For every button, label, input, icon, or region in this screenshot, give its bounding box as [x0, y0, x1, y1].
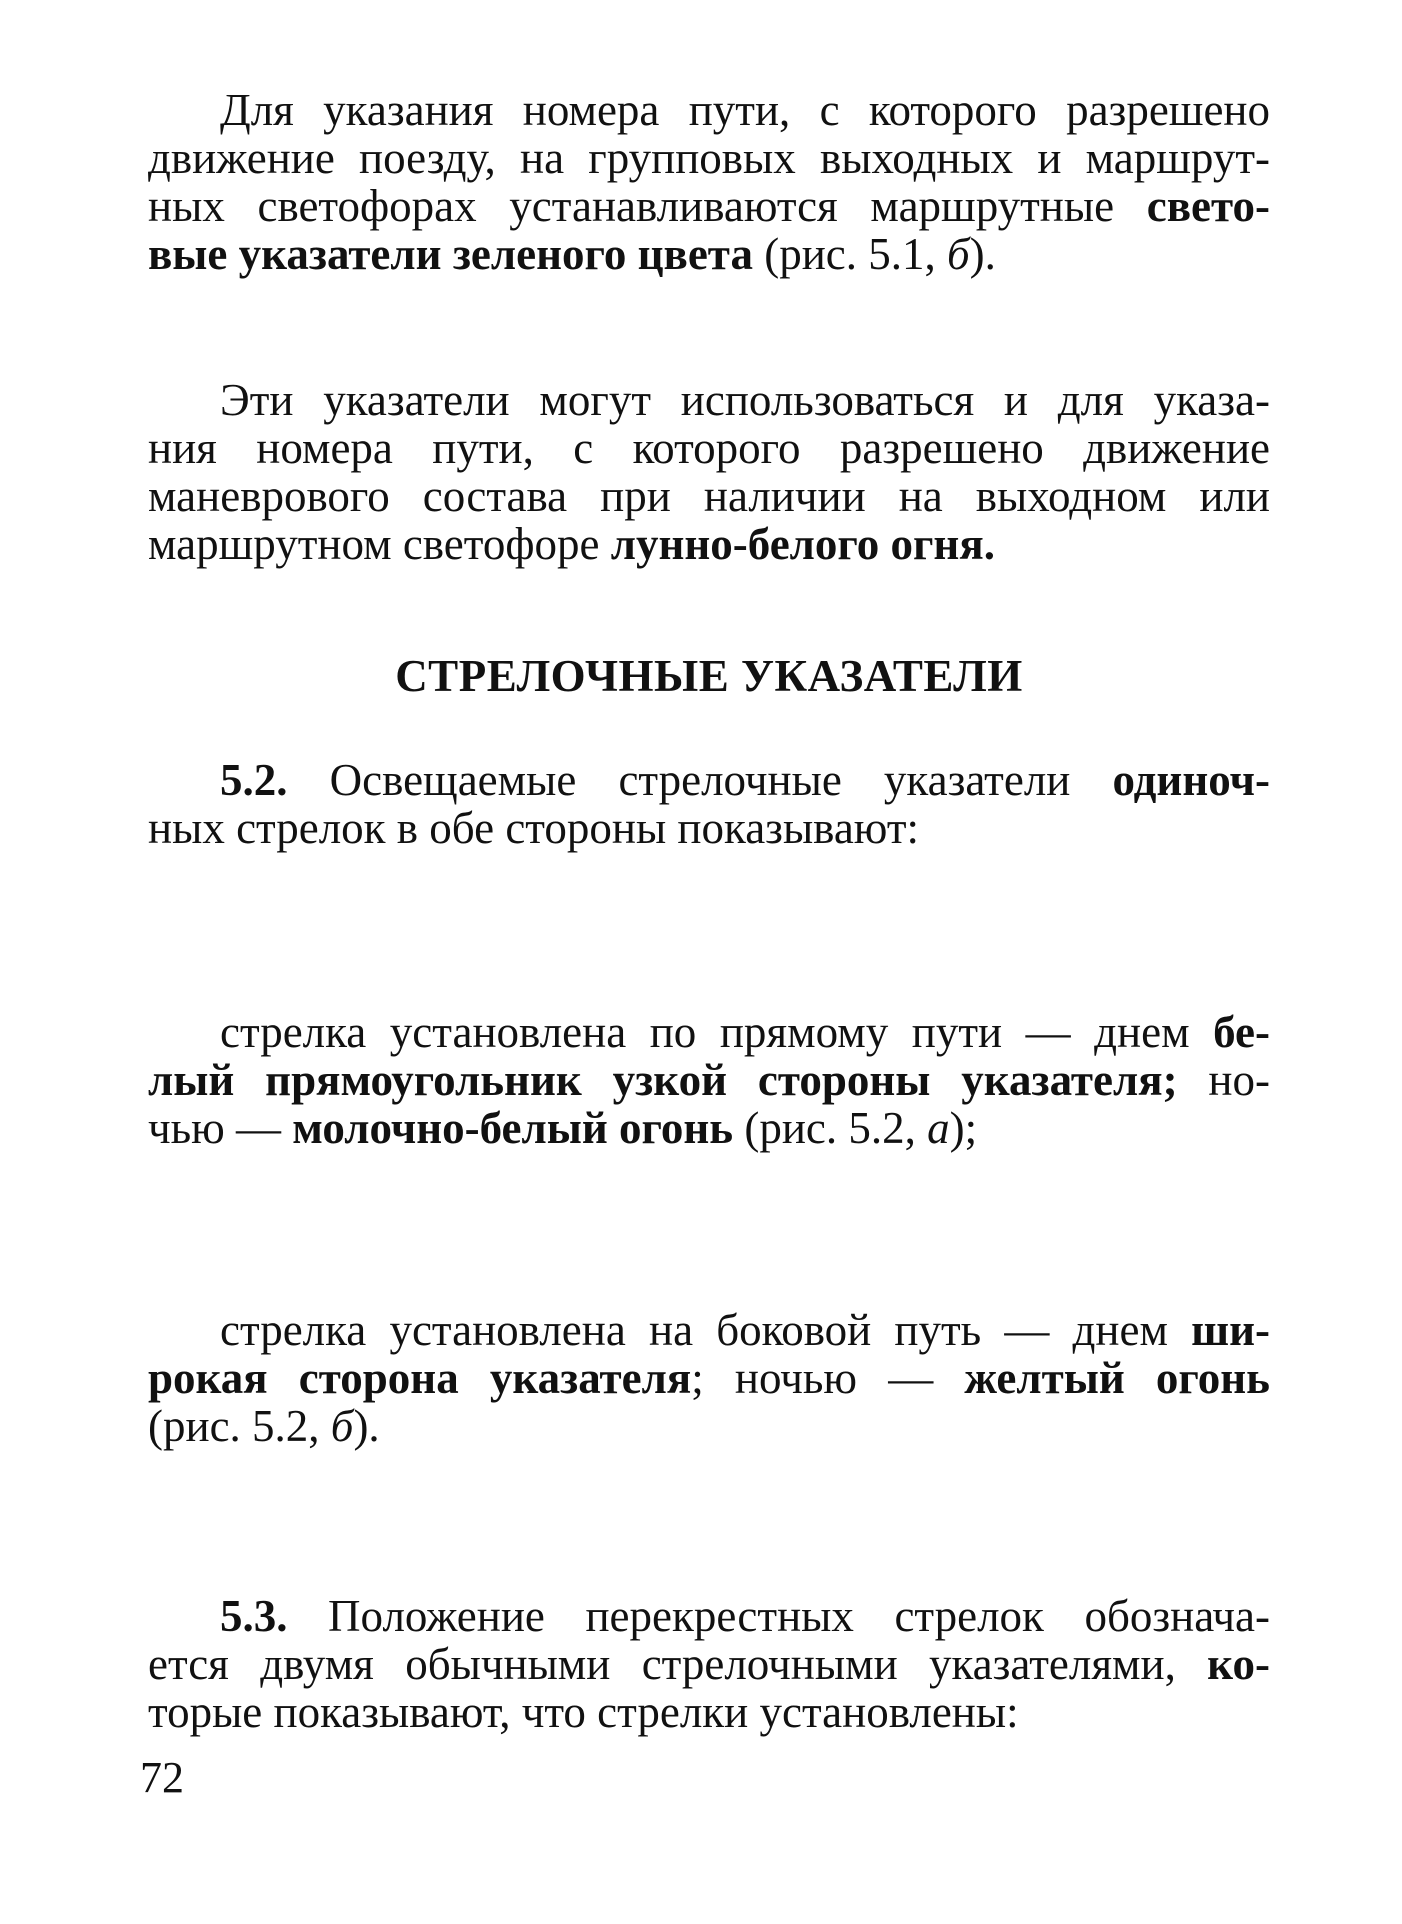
paragraph-route-indicators — [148, 86, 1270, 278]
text-line — [148, 804, 1270, 852]
text-run: стрелка установлена по прямому пути — днем — [220, 1007, 1214, 1057]
text-run: чью — — [148, 1103, 293, 1153]
paragraph-5-2 — [148, 756, 1270, 852]
bold-term: ко- — [1207, 1639, 1270, 1689]
text-run: маршрутном светофоре — [148, 519, 611, 569]
text-run: ных светофорах устанавливаются маршрутные — [148, 181, 1147, 231]
text-run: Освещаемые стрелочные указатели — [287, 755, 1113, 805]
text-run: ). — [969, 229, 996, 279]
paragraph-straight-track — [148, 1008, 1270, 1152]
text-line — [148, 376, 1270, 424]
text-run: (рис. 5.2, — [733, 1103, 928, 1153]
section-heading: СТРЕЛОЧНЫЕ УКАЗАТЕЛИ — [395, 651, 1023, 701]
figure-letter: а — [927, 1103, 950, 1153]
text-line — [148, 756, 1270, 804]
text-line — [148, 1354, 1270, 1402]
paragraph-5-3 — [148, 1592, 1270, 1736]
text-line — [148, 520, 1270, 568]
text-line — [148, 230, 1270, 278]
bold-term: молочно-белый огонь — [292, 1103, 734, 1153]
text-line — [148, 1104, 1270, 1152]
text-run: Эти указатели могут использоваться и для указа- — [220, 375, 1270, 425]
text-line — [148, 424, 1270, 472]
bold-term: бе- — [1213, 1007, 1270, 1057]
text-line — [148, 472, 1270, 520]
text-run: маневрового состава при наличии на выходном или — [148, 471, 1270, 521]
section-number: 5.2. — [220, 755, 288, 805]
bold-term: вые указатели зеленого цвета — [148, 229, 753, 279]
bold-term: лый прямоугольник узкой стороны указателя; — [148, 1055, 1178, 1105]
bold-term: лунно-белого огня. — [610, 519, 995, 569]
paragraph-shunting-indicators — [148, 376, 1270, 568]
figure-letter: б — [947, 229, 970, 279]
text-line — [148, 1640, 1270, 1688]
page-number: 72 — [140, 1753, 184, 1802]
text-line — [148, 86, 1270, 134]
text-line — [148, 1402, 1270, 1450]
text-run: но- — [1177, 1055, 1270, 1105]
text-run: торые показывают, что стрелки установлены: — [148, 1687, 1019, 1737]
text-line — [148, 134, 1270, 182]
text-run: ); — [949, 1103, 978, 1153]
text-line — [148, 182, 1270, 230]
text-run: движение поезду, на групповых выходных и маршрут- — [148, 133, 1270, 183]
text-line — [148, 1306, 1270, 1354]
text-run: Положение перекрестных стрелок обознача- — [287, 1591, 1270, 1641]
figure-letter: б — [330, 1401, 354, 1451]
text-run: ). — [353, 1401, 380, 1451]
text-run: Для указания номера пути, с которого разрешено — [220, 85, 1270, 135]
paragraph-side-track — [148, 1306, 1270, 1450]
text-run: стрелка установлена на боковой путь — днем — [220, 1305, 1192, 1355]
text-run: (рис. 5.1, — [752, 229, 947, 279]
bold-term: одиноч- — [1112, 755, 1270, 805]
bold-term: ши- — [1191, 1305, 1270, 1355]
text-line — [148, 1008, 1270, 1056]
text-run: ния номера пути, с которого разрешено движение — [148, 423, 1270, 473]
text-line — [148, 1056, 1270, 1104]
text-run: ; ночью — — [691, 1353, 965, 1403]
text-run: ных стрелок в обе стороны показывают: — [148, 803, 919, 853]
bold-term: рокая сторона указателя — [148, 1353, 692, 1403]
text-run: (рис. 5.2, — [148, 1401, 331, 1451]
text-line — [148, 1688, 1270, 1736]
text-run: ется двумя обычными стрелочными указателями, — [148, 1639, 1208, 1689]
section-number: 5.3. — [220, 1591, 288, 1641]
bold-term: желтый огонь — [964, 1353, 1270, 1403]
bold-term: свето- — [1146, 181, 1270, 231]
text-line — [148, 1592, 1270, 1640]
